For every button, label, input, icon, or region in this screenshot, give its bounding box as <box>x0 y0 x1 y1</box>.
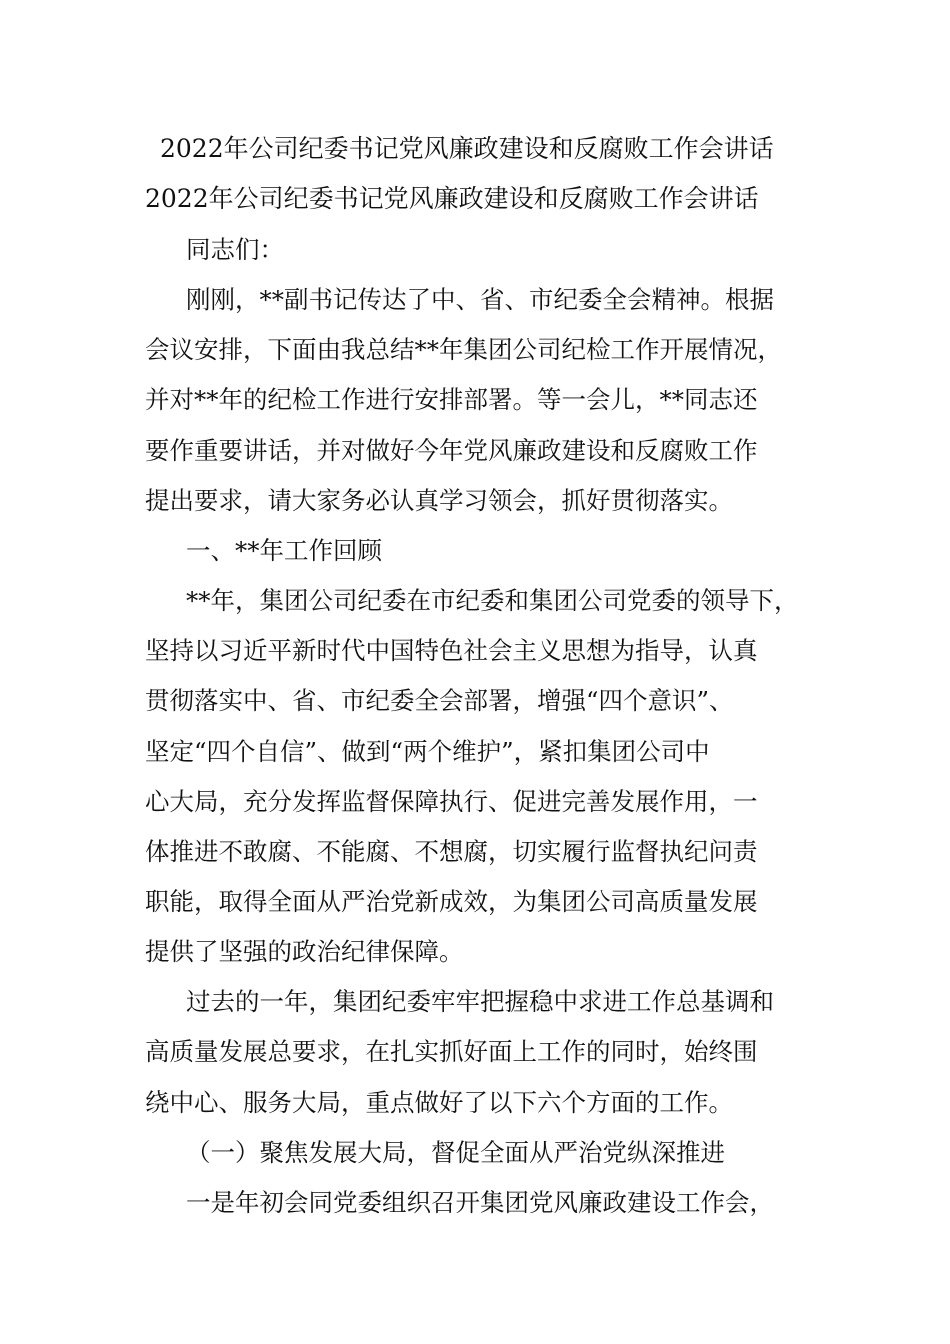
paragraph-line: 体推进不敢腐、不能腐、不想腐，切实履行监督执纪问责 <box>145 837 758 866</box>
paragraph-line: 提出要求，请大家务必认真学习领会，抓好贯彻落实。 <box>145 486 733 515</box>
subsection-heading: （一）聚焦发展大局，督促全面从严治党纵深推进 <box>186 1138 725 1167</box>
paragraph-line: 一是年初会同党委组织召开集团党风廉政建设工作会， <box>186 1188 774 1217</box>
document-subtitle: 2022年公司纪委书记党风廉政建设和反腐败工作会讲话 <box>145 184 759 213</box>
document-title: 2022年公司纪委书记党风廉政建设和反腐败工作会讲话 <box>160 134 774 163</box>
paragraph-line: 高质量发展总要求，在扎实抓好面上工作的同时，始终围 <box>145 1037 758 1066</box>
paragraph-line: 并对**年的纪检工作进行安排部署。等一会儿，**同志还 <box>145 385 758 414</box>
paragraph-line: 心大局，充分发挥监督保障执行、促进完善发展作用，一 <box>145 787 758 816</box>
paragraph-line: 提供了坚强的政治纪律保障。 <box>145 937 464 966</box>
paragraph-line: 贯彻落实中、省、市纪委全会部署，增强“四个意识”、 <box>145 686 734 715</box>
paragraph-line: 会议安排，下面由我总结**年集团公司纪检工作开展情况， <box>145 335 782 364</box>
salutation: 同志们： <box>186 235 284 264</box>
paragraph-line: 坚定“四个自信”、做到“两个维护”，紧扣集团公司中 <box>145 737 710 766</box>
paragraph-line: 刚刚，**副书记传达了中、省、市纪委全会精神。根据 <box>186 285 774 314</box>
paragraph-line: 过去的一年，集团纪委牢牢把握稳中求进工作总基调和 <box>186 987 774 1016</box>
section-heading: 一、**年工作回顾 <box>186 536 382 565</box>
paragraph-line: 职能，取得全面从严治党新成效，为集团公司高质量发展 <box>145 887 758 916</box>
paragraph-line: 要作重要讲话，并对做好今年党风廉政建设和反腐败工作 <box>145 436 758 465</box>
paragraph-line: **年，集团公司纪委在市纪委和集团公司党委的领导下， <box>186 586 799 615</box>
paragraph-line: 绕中心、服务大局，重点做好了以下六个方面的工作。 <box>145 1088 733 1117</box>
paragraph-line: 坚持以习近平新时代中国特色社会主义思想为指导，认真 <box>145 636 758 665</box>
